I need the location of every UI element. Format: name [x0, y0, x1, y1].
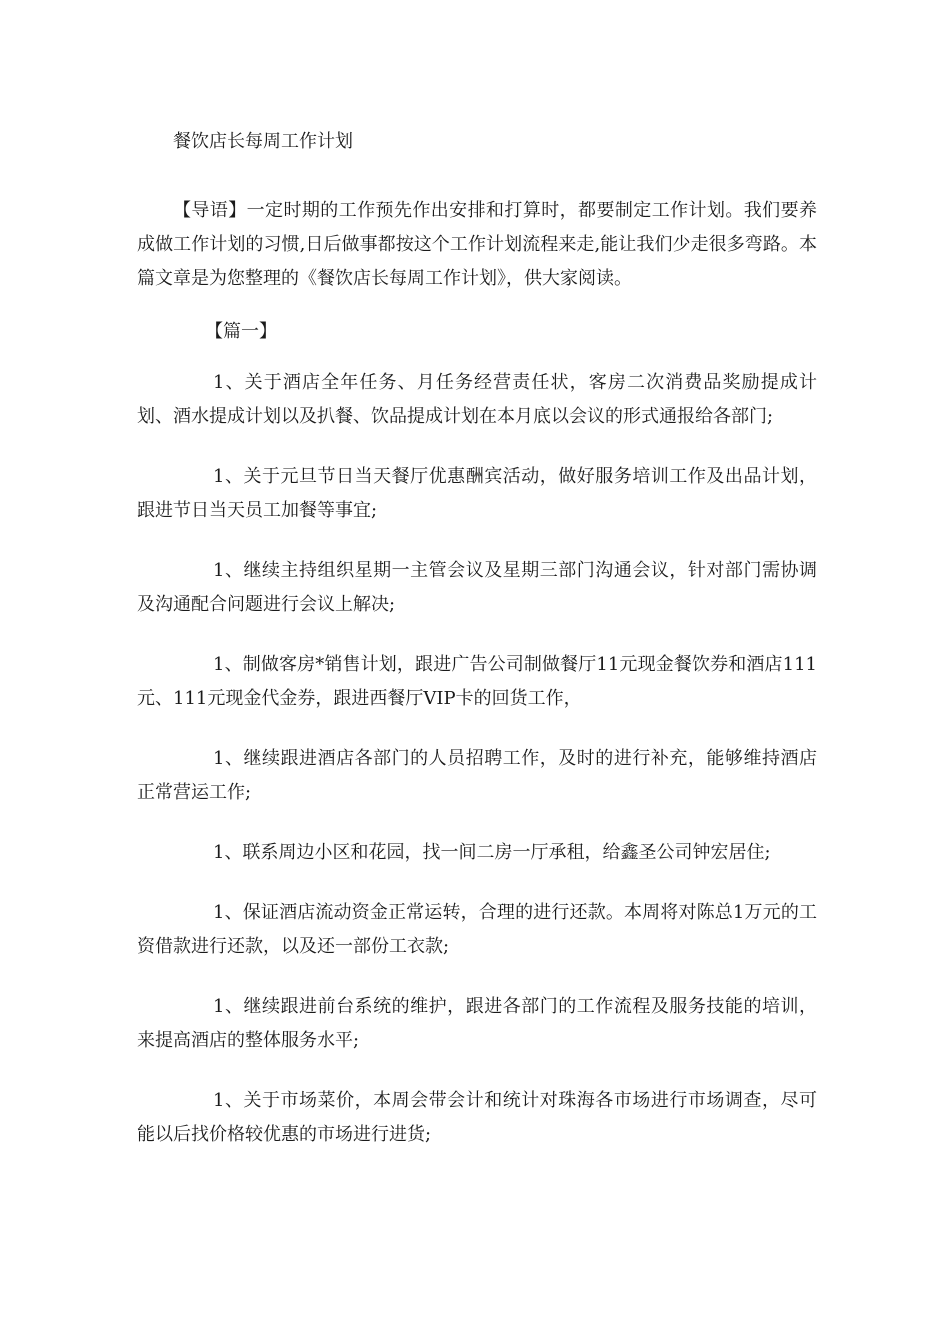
list-item: 1、关于酒店全年任务、月任务经营责任状，客房二次消费品奖励提成计划、酒水提成计划以及扒餐、饮品提成计划在本月底以会议的形式通报给各部门; — [137, 372, 817, 427]
list-item: 1、继续主持组织星期一主管会议及星期三部门沟通会议，针对部门需协调及沟通配合问题进行会议上解决; — [137, 560, 817, 615]
list-item: 1、联系周边小区和花园，找一间二房一厅承租，给鑫圣公司钟宏居住; — [213, 842, 771, 863]
document-title: 餐饮店长每周工作计划 — [173, 131, 353, 152]
list-item: 1、继续跟进酒店各部门的人员招聘工作，及时的进行补充，能够维持酒店正常营运工作; — [137, 748, 817, 803]
document-page — [137, 128, 817, 1178]
list-item: 1、保证酒店流动资金正常运转，合理的进行还款。本周将对陈总1万元的工资借款进行还款，以及还一部份工衣款; — [137, 902, 817, 957]
list-item: 1、关于市场菜价，本周会带会计和统计对珠海各市场进行市场调查，尽可能以后找价格较优惠的市场进行进货; — [137, 1090, 817, 1145]
list-item: 1、制做客房*销售计划，跟进广告公司制做餐厅11元现金餐饮券和酒店111元、111元现金代金券，跟进西餐厅VIP卡的回货工作， — [137, 654, 817, 709]
intro-paragraph: 【导语】一定时期的工作预先作出安排和打算时，都要制定工作计划。我们要养成做工作计划的习惯,日后做事都按这个工作计划流程来走,能让我们少走很多弯路。本篇文章是为您整理的《餐饮店长每周工作计划》，供大家阅读。 — [137, 200, 817, 289]
section-heading: 【篇一】 — [205, 321, 277, 342]
list-item: 1、继续跟进前台系统的维护，跟进各部门的工作流程及服务技能的培训，来提高酒店的整体服务水平; — [137, 996, 817, 1051]
list-item: 1、关于元旦节日当天餐厅优惠酬宾活动，做好服务培训工作及出品计划，跟进节日当天员工加餐等事宜; — [137, 466, 817, 521]
